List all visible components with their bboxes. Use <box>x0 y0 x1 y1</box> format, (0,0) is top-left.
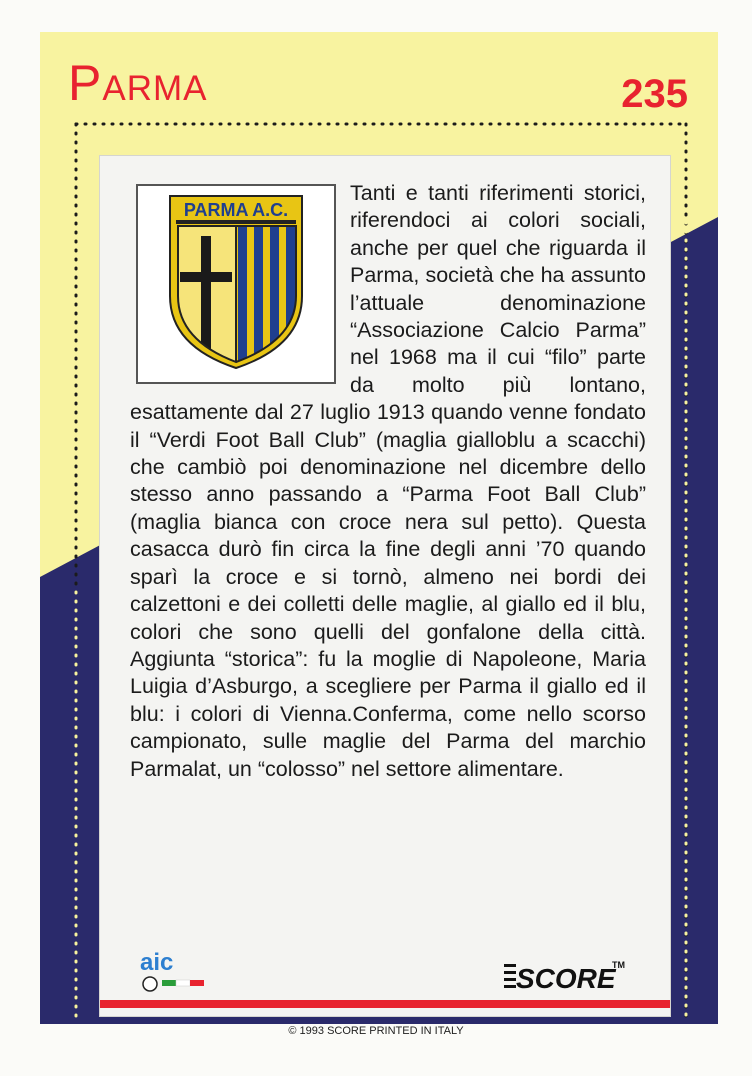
red-rule <box>100 1000 670 1008</box>
aic-logo-text: aic <box>140 949 174 976</box>
history-text <box>130 180 646 783</box>
aic-logo <box>136 946 206 1001</box>
history-paragraph: Tanti e tanti riferimenti storici, riferendoci ai colori sociali, anche per quel che riguarda il Parma, società che ha assunto l’attuale denominazione “Associazione Calcio Parma” nel 1968 ma il cui “filo” parte da molto più lontano, esattamente dal 27 luglio 1913 quando venne fondato il “Verdi Foot Ball Club” (maglia gialloblu a scacchi) che cambiò poi denominazione nel dicembre dello stesso anno passando a “Parma Foot Ball Club” (maglia bianca con croce nera sul petto). Questa casacca durò fin circa la fine degli anni ’70 quando sparì la croce e si tornò, almeno nei bordi dei calzettoni e dei colletti delle maglie, al giallo ed il blu, colori che sono quelli del gonfalone della città. Aggiunta “storica”: fu la moglie di Napoleone, Maria Luigia d’Asburgo, a scegliere per Parma il giallo ed il blu: i colori di Vienna.Conferma, come nello scorso campionato, sulle maglie del Parma del marchio Parmalat, un “colosso” nel settore alimentare. <box>130 181 646 781</box>
score-logo-text: SCORE <box>516 963 616 994</box>
copyright-text: © 1993 SCORE PRINTED IN ITALY <box>288 1025 464 1037</box>
text-panel <box>100 156 670 1016</box>
score-logo <box>502 956 632 1001</box>
trademark-text: TM <box>612 960 625 970</box>
team-title: Parma <box>68 55 208 111</box>
card-number: 235 <box>621 72 688 116</box>
crest-label: PARMA A.C. <box>183 200 289 220</box>
